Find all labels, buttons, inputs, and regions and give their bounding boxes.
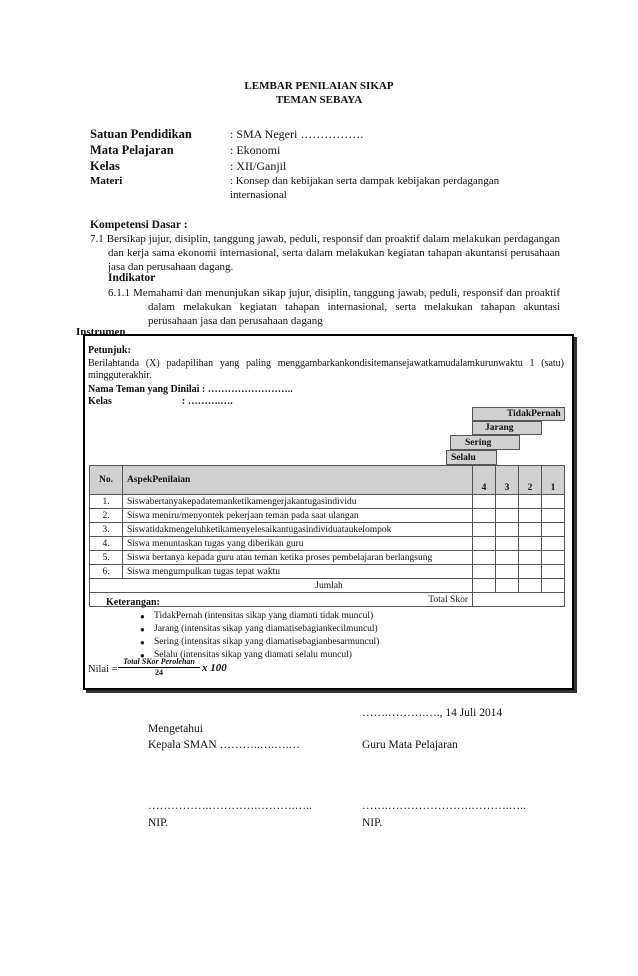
score-cell[interactable] [542,495,565,509]
table-row [90,523,565,537]
score-cell[interactable] [473,565,496,579]
keterangan-item: ● Selalu (intensitas sikap yang diamati selalu muncul) [138,649,558,662]
nilai-multiplier: x 100 [202,662,227,674]
table-row [90,537,565,551]
nama-teman-field: Nama Teman yang Dinilai : …………………….. [88,384,293,395]
keterangan-item: ● TidakPernah (intensitas sikap yang diamati tidak muncul) [138,610,558,623]
header-no: No. [90,466,123,495]
score-cell[interactable] [473,523,496,537]
scale-sering: Sering [450,435,520,450]
identity-value-kelas: : XII/Ganjil [230,159,287,173]
keterangan-item: ● Jarang (intensitas sikap yang diamatisebagiankecilmuncul) [138,623,558,636]
kepala-sman-label: Kepala SMAN ………..….….… [148,739,301,751]
nilai-label: Nilai = [88,664,118,675]
jumlah-label: Jumlah [90,579,473,593]
row-no: 5. [90,551,123,565]
score-cell[interactable] [519,551,542,565]
row-no: 2. [90,509,123,523]
score-cell[interactable] [542,523,565,537]
row-no: 1. [90,495,123,509]
total-skor-cell[interactable] [473,593,565,607]
score-cell[interactable] [542,565,565,579]
score-cell[interactable] [473,495,496,509]
keterangan-label: Keterangan: [106,597,160,608]
jumlah-cell[interactable] [542,579,565,593]
row-no: 3. [90,523,123,537]
score-cell[interactable] [542,551,565,565]
nilai-fraction [118,657,200,678]
kelas-field: Kelas : ……….…. [88,396,233,407]
jumlah-cell[interactable] [519,579,542,593]
scale-tidak-pernah: TidakPernah [472,407,565,421]
header-score-2: 2 [519,466,542,495]
score-cell[interactable] [519,523,542,537]
jumlah-cell[interactable] [496,579,519,593]
signature-line-right: …….………………….……….….. [362,800,526,812]
signature-line-left: …………….………….……….….. [148,800,312,812]
row-no: 6. [90,565,123,579]
score-cell[interactable] [496,495,519,509]
document-title-line1: LEMBAR PENILAIAN SIKAP [244,80,394,92]
row-aspek: Siswa mengumpulkan tugas tepat waktu [123,565,473,579]
instrumen-label: Instrumen [76,326,126,338]
mengetahui-label: Mengetahui [148,723,203,735]
score-cell[interactable] [542,509,565,523]
table-row [90,495,565,509]
score-cell[interactable] [542,537,565,551]
row-aspek: Siswa bertanya kepada guru atau teman ketika proses pembelajaran berlangsung [123,551,473,565]
score-cell[interactable] [519,537,542,551]
total-skor-label: Total Skor [90,593,473,607]
score-cell[interactable] [496,565,519,579]
score-cell[interactable] [473,537,496,551]
indikator-text: 6.1.1 Memahami dan menunjukan sikap jujur, disiplin, tanggung jawab, peduli, responsif dan proaktif dalam melakukan kegiatan tahapan internasional, serta melakukan tahapan akuntasi perusahaan jasa dan perusahaan dagang [108,287,560,327]
document-title-line2: TEMAN SEBAYA [275,94,363,106]
jumlah-cell[interactable] [473,579,496,593]
score-cell[interactable] [496,509,519,523]
keterangan-list [138,610,558,662]
header-score-1: 1 [542,466,565,495]
identity-label-kelas: Kelas [90,159,120,173]
nip-left: NIP. [148,817,169,829]
petunjuk-label: Petunjuk: [88,345,131,356]
header-score-4: 4 [473,466,496,495]
identity-label-satuan: Satuan Pendidikan [90,127,192,141]
score-cell[interactable] [473,509,496,523]
jumlah-row [90,579,565,593]
score-cell[interactable] [519,565,542,579]
score-cell[interactable] [473,551,496,565]
score-cell[interactable] [496,537,519,551]
indikator-label: Indikator [108,272,156,284]
table-row [90,509,565,523]
nilai-numerator: Total SKor Perolehan [118,657,200,668]
assessment-table [89,465,565,607]
header-aspek: AspekPenilaian [123,466,473,495]
row-aspek: Siswa menuntaskan tugas yang diberikan guru [123,537,473,551]
nip-right: NIP. [362,817,383,829]
row-aspek: Siswabertanyakepadatemanketikamengerjakantugasindividu [123,495,473,509]
identity-label-materi: Materi [90,175,123,187]
nilai-denominator: 24 [155,668,163,677]
score-cell[interactable] [519,509,542,523]
table-row [90,551,565,565]
keterangan-item: ● Sering (intensitas sikap yang diamatisebagianbesarmuncul) [138,636,558,649]
petunjuk-text: Berilahtanda (X) padapilihan yang paling menggambarkankondisitemansejawatkamudalamkurunwaktu 1 (satu) mingguterakhir. [88,358,564,381]
guru-mapel-label: Guru Mata Pelajaran [362,739,458,751]
place-date: …….……….…., 14 Juli 2014 [362,707,503,719]
score-cell[interactable] [519,495,542,509]
score-cell[interactable] [496,523,519,537]
row-aspek: Siswa meniru/menyontek pekerjaan teman pada saat ulangan [123,509,473,523]
row-aspek: Siswatidakmengeluhketikamenyelesaikantugasindividuataukelompok [123,523,473,537]
table-row [90,565,565,579]
identity-value-materi: : Konsep dan kebijakan serta dampak kebijakan perdagangan internasional [230,175,500,201]
identity-value-satuan: : SMA Negeri ……………. [230,127,364,141]
kompetensi-dasar-text: 7.1 Bersikap jujur, disiplin, tanggung jawab, peduli, responsif dan proaktif dalam melakukan perdagangan dan kerja sama ekonomi internasional, serta dalam melakukan kegiatan tahapan akuntansi perusahaan jasa dan perusahaan dagang. [90,233,560,273]
identity-value-mapel: : Ekonomi [230,143,281,157]
row-no: 4. [90,537,123,551]
identity-label-mapel: Mata Pelajaran [90,143,174,157]
header-score-3: 3 [496,466,519,495]
kompetensi-label: Kompetensi Dasar : [90,219,188,231]
score-cell[interactable] [496,551,519,565]
scale-jarang: Jarang [472,421,542,435]
scale-selalu: Selalu [446,450,497,465]
total-row [90,593,565,607]
